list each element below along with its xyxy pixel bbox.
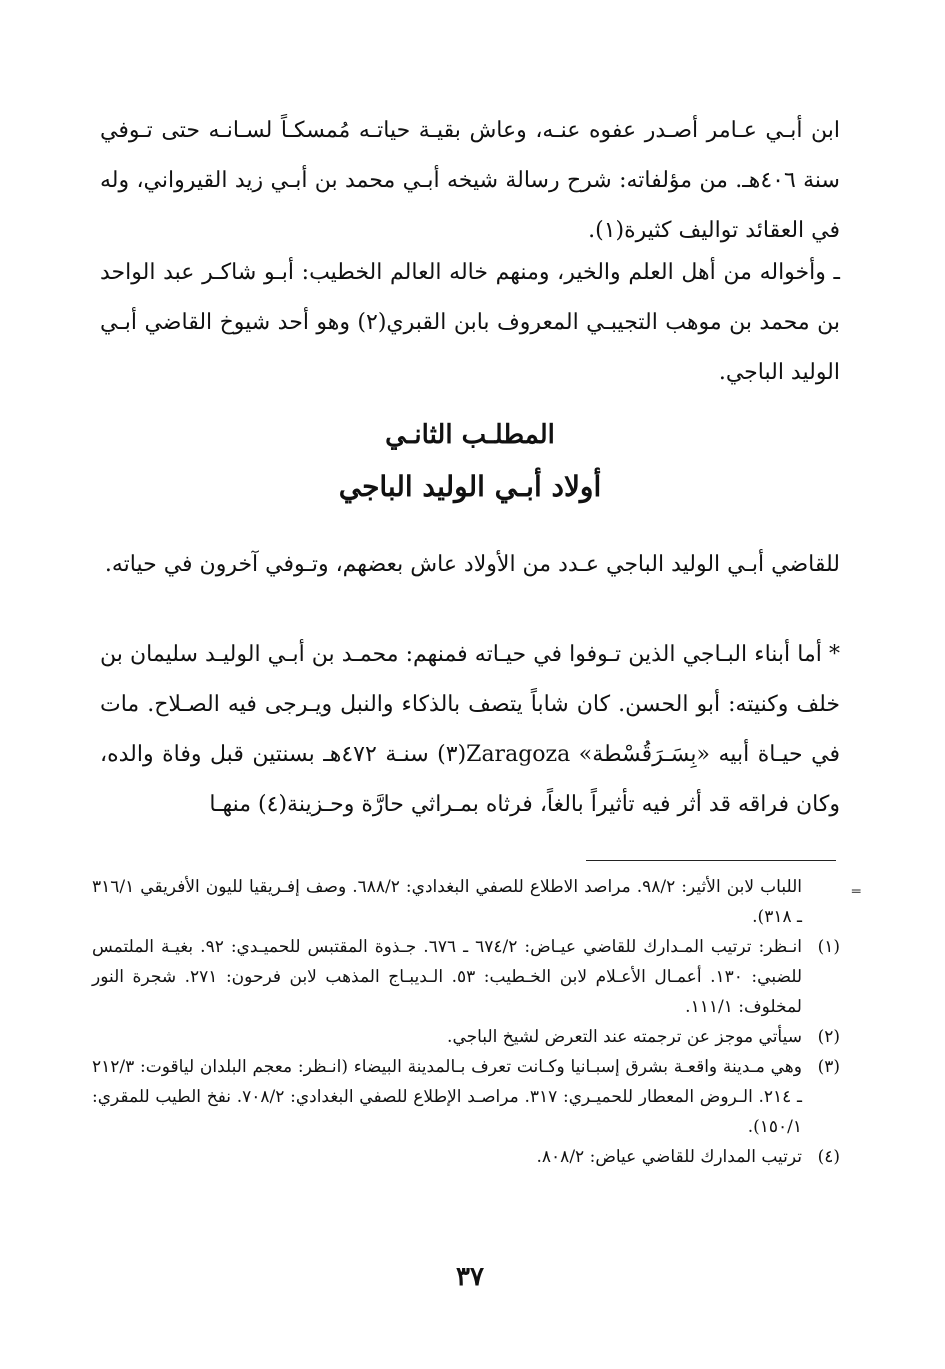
paragraph-biography-end: ابن أبـي عـامر أصـدر عفوه عنـه، وعاش بقيـة حياتـه مُمسكـاً لسـانـه حتى تـوفي سنة ٤٠٦هـ. من مؤلفاته: شرح رسالة شيخه أبـي محمد بن أبـي زيد القيرواني، وله في العقائد تواليف كثيرة(١). <box>100 118 840 243</box>
paragraph-maternal-uncles: ـ وأخواله من أهل العلم والخير، ومنهم خاله العالم الخطيب: أبـو شاكـر عبد الواحد بن محمد بن موهب التجيبـي المعروف بابن القبري(٢) وهو أحد شيوخ القاضي أبـي الوليد الباجي. <box>100 260 840 385</box>
paragraph-deceased-sons: * أما أبناء البـاجي الذين تـوفوا في حيـاته فمنهم: محمـد بن أبـي الوليـد سليمان بن خلف وكنيته: أبو الحسن. كان شاباً يتصف بالذكاء والنبل ويـرجى فيه الصـلاح. مات في حيـاة أبيه «بِسَـرَقُسْطة» Zaragoza(٣) سنـة ٤٧٢هـ بسنتين قبل وفاة والده، وكان فراقه قد أثر فيه تأثيراً بالغاً، فرثاه بمـراثي حارَّة وحـزينة(٤) منهـا <box>100 642 840 817</box>
margin-mark: ═ <box>852 884 861 900</box>
footnote-carryover-text: اللباب لابن الأثير: ٩٨/٢. مراصد الاطلاع للصفي البغدادي: ٦٨٨/٢. وصف إفـريقيا لليون الأفريقي ٣١٦/١ ـ ٣١٨). <box>92 877 803 927</box>
footnote-3 <box>92 1052 840 1142</box>
footnote-carryover <box>92 872 840 932</box>
footnote-separator <box>586 860 836 861</box>
footnote-number: (٣) <box>817 1057 840 1077</box>
section-title: أولاد أبـي الوليد الباجي <box>338 470 602 503</box>
footnote-number: (٢) <box>817 1027 840 1047</box>
footnote-text: وهي مـدينة واقعـة بشرق إسبـانيا وكـانت تعرف بـالمدينة البيضاء (انـظر: معجم البلدان لياقوت: ٢١٢/٣ ـ ٢١٤. الـروض المعطار للحميـري: ٣١٧. مراصـد الإطلاع للصفي البغدادي: ٧٠٨/٢. نفخ الطيب للمقري: ١٥٠/١). <box>92 1057 802 1137</box>
footnote-text: انـظر: ترتيب المـدارك للقاضي عيـاض: ٦٧٤/٢ ـ ٦٧٦. جـذوة المقتبس للحميـدي: ٩٢. بغيـة الملتمس للضبي: ١٣٠. أعمـال الأعـلام لابن الخـطيب: ٥٣. الـديبـاج المذهب لابن فرحون: ٢٧١. شجرة النور لمخلوف: ١١١/١. <box>92 937 803 1017</box>
footnote-4 <box>92 1142 840 1172</box>
footnote-number: (٤) <box>817 1147 840 1167</box>
footnote-text: ترتيب المدارك للقاضي عياض: ٨٠٨/٢. <box>536 1147 802 1167</box>
footnote-2 <box>92 1022 840 1052</box>
footnote-1 <box>92 932 840 1022</box>
footnote-text: سيأتي موجز عن ترجمته عند التعرض لشيخ الباجي. <box>447 1027 802 1047</box>
footnotes <box>92 872 840 1172</box>
paragraph-children-intro: للقاضي أبـي الوليد الباجي عـدد من الأولاد عاش بعضهم، وتـوفي آخرون في حياته. <box>104 552 840 577</box>
footnote-number: (١) <box>817 937 840 957</box>
page-number: ٣٧ <box>456 1262 484 1292</box>
section-heading: المطلـب الثانـي <box>385 420 555 450</box>
